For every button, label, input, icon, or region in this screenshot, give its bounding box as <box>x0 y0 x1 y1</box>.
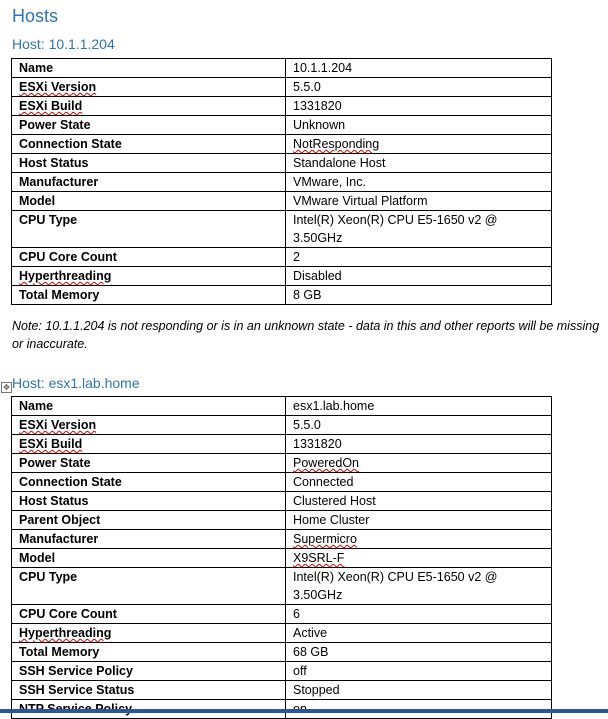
property-label: CPU Type <box>12 568 286 605</box>
property-value: 8 GB <box>286 286 552 305</box>
page-title: Hosts <box>12 6 59 26</box>
table-row <box>12 397 552 416</box>
property-label: Connection State <box>12 473 286 492</box>
property-label: Model <box>12 192 286 211</box>
property-label: Connection State <box>12 135 286 154</box>
property-value: 5.5.0 <box>286 78 552 97</box>
table-row <box>12 59 552 78</box>
property-label: Total Memory <box>12 286 286 305</box>
property-value: 2 <box>286 248 552 267</box>
property-value: Active <box>286 624 552 643</box>
host-table-1 <box>11 58 552 305</box>
property-value: 1331820 <box>286 435 552 454</box>
property-value: X9SRL-F <box>286 549 552 568</box>
table-row <box>12 435 552 454</box>
table-row <box>12 605 552 624</box>
table-row <box>12 681 552 700</box>
host-heading-2: Host: esx1.lab.home <box>12 375 140 391</box>
property-value: Standalone Host <box>286 154 552 173</box>
property-value: 10.1.1.204 <box>286 59 552 78</box>
status-bar <box>0 709 608 713</box>
table-row <box>12 662 552 681</box>
table-row <box>12 511 552 530</box>
property-value: VMware Virtual Platform <box>286 192 552 211</box>
table-row <box>12 530 552 549</box>
property-label: Name <box>12 59 286 78</box>
property-label: SSH Service Policy <box>12 662 286 681</box>
property-value: 68 GB <box>286 643 552 662</box>
property-value: esx1.lab.home <box>286 397 552 416</box>
host-table-2 <box>11 396 552 719</box>
table-row <box>12 454 552 473</box>
property-value: Stopped <box>286 681 552 700</box>
host-heading-1: Host: 10.1.1.204 <box>12 36 115 52</box>
property-label: CPU Type <box>12 211 286 248</box>
property-value: off <box>286 662 552 681</box>
property-label: ESXi Version <box>12 78 286 97</box>
table-row <box>12 154 552 173</box>
property-value: Unknown <box>286 116 552 135</box>
property-value: NotResponding <box>286 135 552 154</box>
table-row <box>12 492 552 511</box>
table-row <box>12 173 552 192</box>
property-value: Intel(R) Xeon(R) CPU E5-1650 v2 @ 3.50GHz <box>286 211 552 248</box>
table-row <box>12 473 552 492</box>
property-value: Home Cluster <box>286 511 552 530</box>
table-row <box>12 248 552 267</box>
property-label: Parent Object <box>12 511 286 530</box>
table-row <box>12 624 552 643</box>
table-row <box>12 192 552 211</box>
property-value: 1331820 <box>286 97 552 116</box>
table-row <box>12 116 552 135</box>
property-label: Manufacturer <box>12 530 286 549</box>
property-label: ESXi Build <box>12 435 286 454</box>
property-value: Connected <box>286 473 552 492</box>
table-row <box>12 97 552 116</box>
move-handle-icon[interactable]: ✥ <box>1 382 12 393</box>
table-row <box>12 416 552 435</box>
table-row <box>12 78 552 97</box>
property-value: VMware, Inc. <box>286 173 552 192</box>
property-label: Host Status <box>12 154 286 173</box>
property-value: 5.5.0 <box>286 416 552 435</box>
note-text: Note: 10.1.1.204 is not responding or is in an unknown state - data in this and other reports will be missing or inaccurate. <box>12 319 600 351</box>
table-row <box>12 568 552 605</box>
property-label: Name <box>12 397 286 416</box>
property-label: Power State <box>12 454 286 473</box>
property-value: Disabled <box>286 267 552 286</box>
table-row <box>12 286 552 305</box>
property-label: CPU Core Count <box>12 605 286 624</box>
property-value: Intel(R) Xeon(R) CPU E5-1650 v2 @ 3.50GHz <box>286 568 552 605</box>
property-label: CPU Core Count <box>12 248 286 267</box>
property-label: SSH Service Status <box>12 681 286 700</box>
property-label: Power State <box>12 116 286 135</box>
table-row <box>12 643 552 662</box>
property-value: PoweredOn <box>286 454 552 473</box>
property-label: Host Status <box>12 492 286 511</box>
property-value: 6 <box>286 605 552 624</box>
property-value: Supermicro <box>286 530 552 549</box>
table-row <box>12 211 552 248</box>
property-label: ESXi Build <box>12 97 286 116</box>
property-value: Clustered Host <box>286 492 552 511</box>
property-label: ESXi Version <box>12 416 286 435</box>
table-row <box>12 135 552 154</box>
table-row <box>12 267 552 286</box>
property-label: Hyperthreading <box>12 624 286 643</box>
table-row <box>12 549 552 568</box>
property-label: Model <box>12 549 286 568</box>
property-label: Manufacturer <box>12 173 286 192</box>
property-label: Hyperthreading <box>12 267 286 286</box>
property-label: Total Memory <box>12 643 286 662</box>
